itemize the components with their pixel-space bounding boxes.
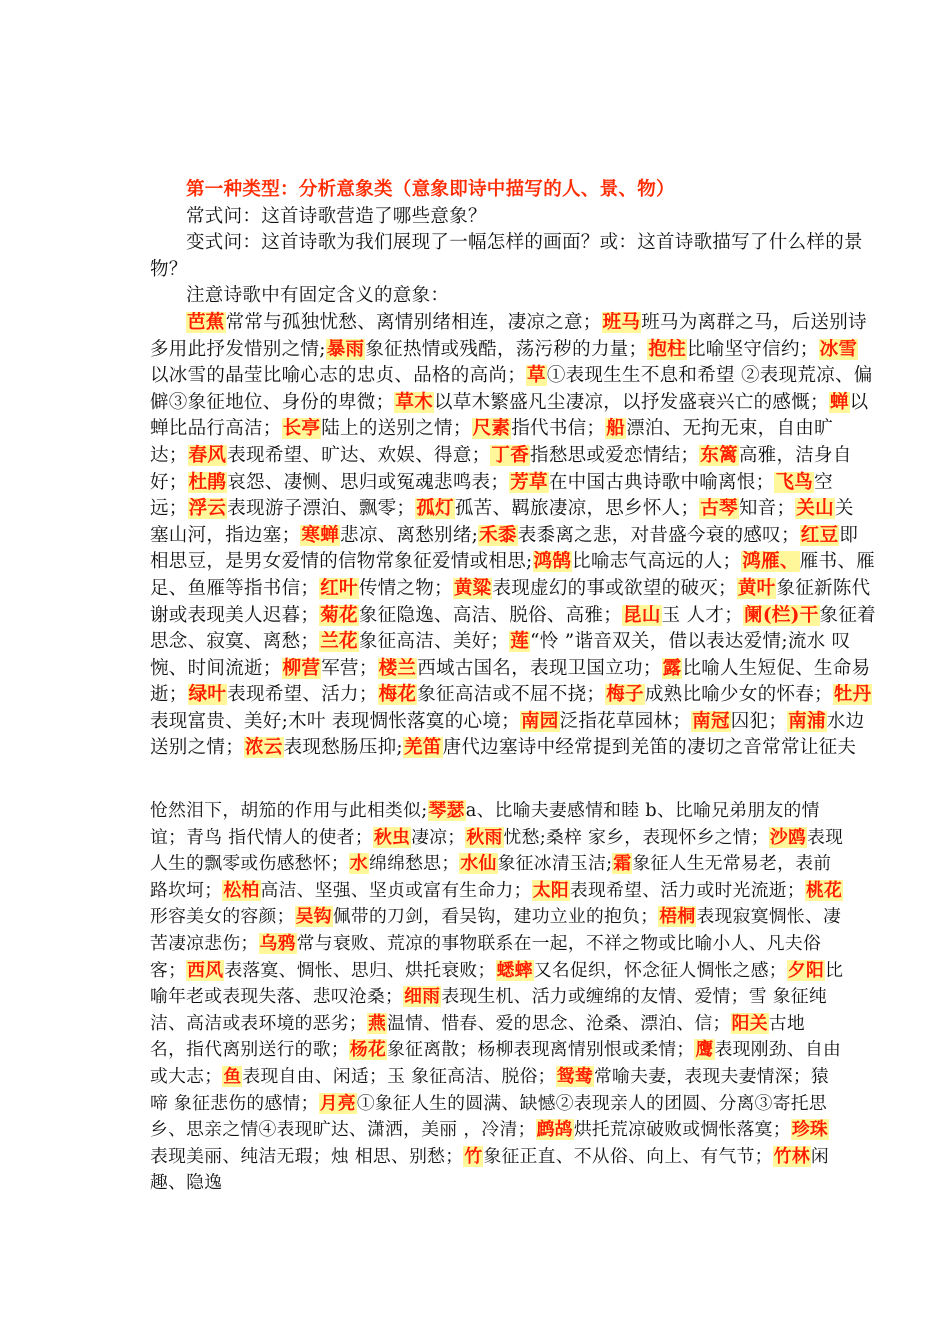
imagery-term: 阳关 <box>731 1012 768 1034</box>
imagery-desc: ①表现生生不息和希望 ②表现荒凉、偏 <box>546 365 873 387</box>
imagery-term: 绿叶 <box>188 684 227 706</box>
imagery-term: 松柏 <box>223 879 260 901</box>
imagery-term: 禾黍 <box>479 524 517 546</box>
text-line <box>150 656 898 683</box>
imagery-desc: 凄凉； <box>411 826 466 848</box>
imagery-term: 梧桐 <box>659 906 696 928</box>
imagery-desc: 客； <box>150 959 187 981</box>
imagery-desc: 趣、隐逸 <box>150 1172 223 1194</box>
text-line <box>150 576 898 603</box>
imagery-term: 芳草 <box>510 471 548 493</box>
text-line <box>150 416 898 443</box>
imagery-desc: 雁书、雁 <box>799 551 875 573</box>
question-variant: 变式问：这首诗歌为我们展现了一幅怎样的画面？或：这首诗歌描写了什么样的景 <box>186 232 863 254</box>
imagery-desc: 好； <box>150 471 188 493</box>
imagery-term: 秋雨 <box>466 826 503 848</box>
imagery-desc: 表现自由、闲适；玉 象征高洁、脱俗； <box>242 1065 556 1087</box>
imagery-desc: 成熟比喻少女的怀春； <box>644 684 833 706</box>
imagery-desc: 谢或表现美人迟暮； <box>150 604 320 626</box>
imagery-term: 南浦 <box>788 710 826 732</box>
imagery-term: 关山 <box>796 498 834 520</box>
imagery-desc: 或大志； <box>150 1065 223 1087</box>
text-line <box>150 1011 898 1038</box>
imagery-term: 夕阳 <box>787 959 825 981</box>
imagery-desc: 比喻坚守信约； <box>686 338 819 360</box>
imagery-desc: 形容美女的容颜； <box>150 906 295 928</box>
imagery-desc: 逝； <box>150 684 188 706</box>
imagery-term: 柳营 <box>282 657 321 679</box>
imagery-term: 南园 <box>520 710 559 732</box>
imagery-desc: 高洁、坚强、坚贞或富有生命力； <box>260 879 532 901</box>
imagery-term: 黄叶 <box>737 577 776 599</box>
imagery-desc: 远； <box>150 498 188 520</box>
question-variant-cont: 物？ <box>150 258 188 280</box>
imagery-desc: 以 <box>849 391 869 413</box>
imagery-desc: 传情之物； <box>358 577 453 599</box>
imagery-desc: 谊；青鸟 指代情人的使者； <box>150 826 373 848</box>
imagery-list-part1 <box>150 310 898 762</box>
imagery-desc: 高雅，洁身自 <box>738 444 852 466</box>
imagery-term: 浓云 <box>245 737 283 759</box>
imagery-desc: 多用此抒发惜别之情; <box>150 338 326 360</box>
imagery-term: 兰花 <box>320 631 358 653</box>
text-line <box>150 1091 898 1118</box>
imagery-desc: 以草木繁盛凡尘凄凉，以抒发盛衰兴亡的感慨； <box>434 391 829 413</box>
imagery-term: 竹林 <box>773 1145 810 1167</box>
text-line <box>150 682 898 709</box>
imagery-desc: 象征着 <box>819 604 876 626</box>
imagery-desc: 啼 象征悲伤的感情； <box>150 1092 319 1114</box>
text-line <box>150 984 898 1011</box>
text-line <box>150 1144 898 1171</box>
imagery-desc: 囚犯； <box>730 710 788 732</box>
imagery-term: 昆山 <box>623 604 661 626</box>
imagery-term: 尺素 <box>472 418 511 440</box>
imagery-term: 丁香 <box>491 444 530 466</box>
imagery-term: 古琴 <box>700 498 738 520</box>
imagery-term: 楼兰 <box>378 657 417 679</box>
imagery-term: 芭蕉 <box>187 311 225 333</box>
imagery-desc: 军营； <box>321 657 378 679</box>
imagery-term: 红豆 <box>800 524 839 546</box>
imagery-desc: 常喻夫妻，表现夫妻情深；猿 <box>593 1065 829 1087</box>
imagery-desc: 象征高洁、美好； <box>358 631 510 653</box>
imagery-desc: 路坎坷； <box>150 879 223 901</box>
imagery-term: 杜鹃 <box>188 471 227 493</box>
imagery-desc: 表现刚劲、自由 <box>714 1039 842 1061</box>
imagery-desc: 象征高洁或不屈不挠； <box>417 684 606 706</box>
imagery-term: 暴雨 <box>326 338 365 360</box>
imagery-term: 鹰 <box>695 1039 714 1061</box>
imagery-desc: 表现游子漂泊、飘零； <box>227 498 416 520</box>
text-line <box>150 1170 898 1197</box>
imagery-desc: 表现虚幻的事或欲望的破灭； <box>492 577 737 599</box>
imagery-desc: 表现寂寞惆怅、凄 <box>696 906 842 928</box>
imagery-desc: 塞山河，指边塞； <box>150 524 301 546</box>
imagery-term: 竹 <box>464 1145 483 1167</box>
imagery-term: 太阳 <box>532 879 569 901</box>
imagery-term: 细雨 <box>404 986 441 1008</box>
imagery-desc: 哀怨、凄恻、思归或冤魂悲鸣表； <box>227 471 510 493</box>
imagery-desc: 象征热情或残酷，荡污秽的力量； <box>365 338 648 360</box>
imagery-term: 秋虫 <box>373 826 411 848</box>
imagery-desc: 表现生机、活力或缠绵的友情、爱情；雪 象征纯 <box>441 986 827 1008</box>
imagery-term: 梅子 <box>606 684 644 706</box>
imagery-term: 桃花 <box>805 879 843 901</box>
text-block-bottom <box>150 798 898 1197</box>
section-heading: 第一种类型：分析意象类（意象即诗中描写的人、景、物） <box>186 179 675 200</box>
imagery-desc: 相思豆，是男女爱情的信物常象征爱情或相思; <box>150 551 533 573</box>
imagery-desc: 比喻人生短促、生命易 <box>682 657 871 679</box>
imagery-desc: 表现美丽、纯洁无瑕；烛 相思、别愁； <box>150 1145 464 1167</box>
imagery-term: 霜 <box>613 853 632 875</box>
imagery-desc: 水边 <box>826 710 865 732</box>
imagery-term: 孤灯 <box>416 498 454 520</box>
imagery-desc: 古地 <box>768 1012 805 1034</box>
imagery-desc: 又名促织，怀念征人惆怅之感； <box>533 959 787 981</box>
text-line <box>150 496 898 523</box>
imagery-desc: 象征正直、不从俗、向上、有气节； <box>483 1145 773 1167</box>
imagery-desc: 烘托荒凉破败或惆怅落寞； <box>573 1119 791 1141</box>
imagery-term: 长亭 <box>282 418 321 440</box>
imagery-desc: 思念、寂寞、离愁； <box>150 631 320 653</box>
imagery-desc: 比喻志气高远的人； <box>572 551 742 573</box>
imagery-term: 月亮 <box>319 1092 356 1114</box>
imagery-term: 冰雪 <box>819 338 858 360</box>
imagery-term: 燕 <box>367 1012 387 1034</box>
imagery-term: 船 <box>606 418 626 440</box>
imagery-term: 牡丹 <box>833 684 872 706</box>
imagery-list-part2 <box>150 798 898 1197</box>
imagery-term: 莲 <box>510 631 530 653</box>
text-line <box>150 337 898 364</box>
imagery-desc: 比 <box>825 959 844 981</box>
imagery-term: 东篱 <box>700 444 738 466</box>
imagery-desc: 玉 人才； <box>661 604 744 626</box>
text-line <box>150 1037 898 1064</box>
imagery-desc: 象征隐逸、高洁、脱俗、高雅； <box>358 604 623 626</box>
text-line <box>150 878 898 905</box>
imagery-term: 草 <box>527 365 546 387</box>
imagery-desc: 象征人生无常易老，表前 <box>632 853 832 875</box>
text-line <box>150 390 898 417</box>
imagery-term: 黄粱 <box>453 577 492 599</box>
text-line <box>150 549 898 576</box>
imagery-term: 珍珠 <box>791 1119 828 1141</box>
imagery-desc: 表现 <box>807 826 844 848</box>
imagery-desc: 人生的飘零或伤感愁怀； <box>150 853 349 875</box>
imagery-desc: 忧愁;桑梓 家乡，表现怀乡之情； <box>503 826 769 848</box>
imagery-term: 梅花 <box>378 684 417 706</box>
imagery-desc: ①象征人生的圆满、缺憾②表现亲人的团圆、分离③寄托思 <box>356 1092 827 1114</box>
imagery-desc: “怜 ”谐音双关，借以表达爱情;流水 叹 <box>530 631 851 653</box>
imagery-desc: 惋、时间流逝； <box>150 657 282 679</box>
imagery-term: 鱼 <box>223 1065 242 1087</box>
imagery-desc: 以冰雪的晶莹比喻心志的忠贞、品格的高尚； <box>150 365 527 387</box>
text-line <box>150 735 898 762</box>
imagery-term: 浮云 <box>188 498 227 520</box>
imagery-term: 琴瑟 <box>428 800 465 821</box>
imagery-term: 班马 <box>602 311 641 333</box>
imagery-desc: 班马为离群之马，后送别诗 <box>641 311 867 333</box>
imagery-term: 草木 <box>395 391 434 413</box>
imagery-term: 蝉 <box>829 391 849 413</box>
imagery-term: 水仙 <box>460 853 497 875</box>
text-line <box>150 931 898 958</box>
imagery-term: 菊花 <box>320 604 358 626</box>
text-line <box>150 523 898 550</box>
imagery-desc: 即 <box>839 524 859 546</box>
imagery-desc: 表现愁肠压抑; <box>283 737 403 759</box>
text-line <box>150 310 898 337</box>
imagery-desc: 漂泊、无拘无束，自由旷 <box>626 418 833 440</box>
imagery-desc: 怆然泪下，胡笳的作用与此相类似; <box>150 800 428 821</box>
imagery-desc: 足、鱼雁等指书信； <box>150 577 320 599</box>
imagery-term: 露 <box>662 657 682 679</box>
imagery-desc: 关 <box>834 498 854 520</box>
imagery-desc: 西域古国名，表现卫国立功； <box>417 657 662 679</box>
imagery-desc: 佩带的刀剑，看吴钩，建功立业的抱负； <box>332 906 659 928</box>
imagery-desc: 表现希望、旷达、欢娱、得意； <box>227 444 491 466</box>
imagery-desc: 表现富贵、美好;木叶 表现惆怅落寞的心境； <box>150 710 520 732</box>
imagery-desc: 苦凄凉悲伤； <box>150 932 259 954</box>
imagery-term: 乌鸦 <box>259 932 296 954</box>
text-line <box>150 629 898 656</box>
text-line <box>150 1064 898 1091</box>
imagery-term: 杨花 <box>349 1039 387 1061</box>
imagery-desc: 指代书信； <box>511 418 606 440</box>
text-line <box>150 709 898 736</box>
imagery-term: 鸿雁、 <box>742 551 799 573</box>
imagery-desc: 象征冰清玉洁; <box>497 853 613 875</box>
imagery-desc: 表现希望、活力或时光流逝； <box>569 879 805 901</box>
imagery-term: 南冠 <box>692 710 730 732</box>
imagery-desc: 乡、思亲之情④表现旷达、潇洒，美丽 ，冷清； <box>150 1119 536 1141</box>
imagery-desc: 在中国古典诗歌中喻离恨； <box>548 471 775 493</box>
text-line <box>150 904 898 931</box>
imagery-desc: 孤苦、羁旅凄凉，思乡怀人； <box>454 498 700 520</box>
imagery-term: 飞鸟 <box>775 471 814 493</box>
imagery-term: 寒蝉 <box>301 524 340 546</box>
imagery-desc: 温情、惜春、爱的思念、沧桑、漂泊、信； <box>387 1012 731 1034</box>
imagery-term: 羌笛 <box>403 737 442 759</box>
imagery-desc: 泛指花草园林； <box>559 710 692 732</box>
imagery-desc: 象征新陈代 <box>776 577 871 599</box>
imagery-desc: 送别之情； <box>150 737 245 759</box>
text-line <box>150 363 898 390</box>
imagery-term: 沙鸥 <box>769 826 807 848</box>
imagery-desc: 蝉比品行高洁； <box>150 418 282 440</box>
text-line <box>150 470 898 497</box>
imagery-desc: 僻③象征地位、身份的卑微； <box>150 391 395 413</box>
text-line <box>150 603 898 630</box>
imagery-desc: 陆上的送别之情； <box>321 418 472 440</box>
imagery-desc: a、比喻夫妻感情和睦 b、比喻兄弟朋友的情 <box>465 800 820 821</box>
text-line <box>150 443 898 470</box>
imagery-note: 注意诗歌中有固定含义的意象： <box>186 285 450 307</box>
imagery-desc: 表落寞、惆怅、思归、烘托衰败； <box>224 959 496 981</box>
imagery-desc: 唐代边塞诗中经常提到羌笛的凄切之音常常让征夫 <box>442 737 857 759</box>
imagery-term: 吴钩 <box>295 906 332 928</box>
imagery-desc: 指愁思或爱恋情结； <box>530 444 700 466</box>
imagery-term: 西风 <box>187 959 224 981</box>
imagery-desc: 洁、高洁或表环境的恶劣； <box>150 1012 367 1034</box>
imagery-desc: 绵绵愁思； <box>369 853 460 875</box>
imagery-desc: 空 <box>814 471 833 493</box>
text-line <box>150 798 898 825</box>
imagery-term: 抱柱 <box>648 338 686 360</box>
imagery-term: 春风 <box>188 444 227 466</box>
imagery-desc: 表黍离之悲，对昔盛今衰的感叹； <box>517 524 800 546</box>
imagery-term: 水 <box>349 853 368 875</box>
imagery-desc: 常与衰败、荒凉的事物联系在一起，不祥之物或比喻小人、凡夫俗 <box>296 932 822 954</box>
text-block-top <box>150 177 898 762</box>
text-line <box>150 1117 898 1144</box>
imagery-desc: 喻年老或表现失落、悲叹沧桑； <box>150 986 404 1008</box>
imagery-desc: 常常与孤独忧愁、离情别绪相连，凄凉之意； <box>225 311 602 333</box>
imagery-term: 阑(栏)干 <box>744 604 819 626</box>
imagery-desc: 悲凉、离愁别绪; <box>340 524 479 546</box>
imagery-desc: 象征离散；杨柳表现离情别恨或柔情； <box>387 1039 695 1061</box>
imagery-term: 鸳鸯 <box>556 1065 593 1087</box>
imagery-desc: 名，指代离别送行的歌； <box>150 1039 349 1061</box>
text-line <box>150 958 898 985</box>
imagery-desc: 知音； <box>738 498 796 520</box>
question-standard: 常式问：这首诗歌营造了哪些意象？ <box>186 205 487 227</box>
imagery-term: 蟋蟀 <box>496 959 533 981</box>
imagery-desc: 闲 <box>810 1145 830 1167</box>
imagery-desc: 达； <box>150 444 188 466</box>
imagery-term: 鸿鹄 <box>533 551 572 573</box>
text-line <box>150 851 898 878</box>
text-line <box>150 825 898 852</box>
imagery-term: 鹧鸪 <box>536 1119 573 1141</box>
imagery-desc: 表现希望、活力； <box>227 684 378 706</box>
imagery-term: 红叶 <box>320 577 358 599</box>
